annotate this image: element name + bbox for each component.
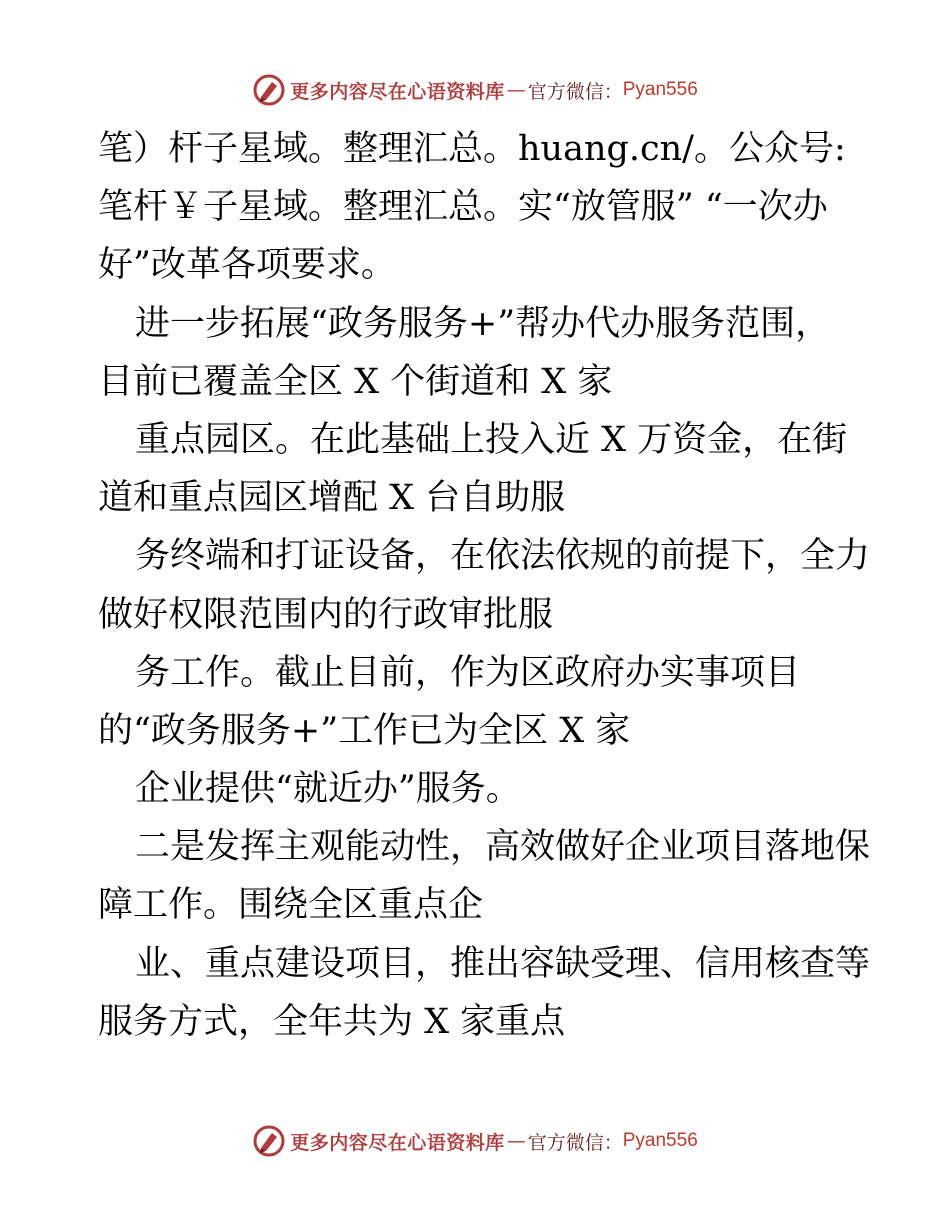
- text-line: 做好权限范围内的行政审批服: [98, 594, 554, 635]
- text-line: 的“政务服务+”工作已为全区 X 家: [98, 710, 631, 751]
- text-line: 务工作。截止目前，作为区政府办实事项目: [135, 652, 801, 693]
- text-line: 二是发挥主观能动性，高效做好企业项目落地保: [135, 827, 871, 868]
- header-banner: [0, 70, 950, 110]
- text-line: 业、重点建设项目，推出容缺受理、信用核查等: [135, 943, 871, 984]
- document-body: [98, 120, 871, 1051]
- banner-main-text: 更多内容尽在心语资料库: [290, 1131, 505, 1154]
- text-line: 障工作。围绕全区重点企: [98, 885, 484, 926]
- banner-wechat-id: Pyan556: [622, 1130, 698, 1151]
- text-line: 好”改革各项要求。: [98, 245, 396, 286]
- banner-main-text: 更多内容尽在心语资料库: [290, 80, 505, 103]
- text-line: 企业提供“就近办”服务。: [135, 769, 521, 810]
- text-line: 重点园区。在此基础上投入近 X 万资金，在街: [135, 419, 848, 460]
- text-line: 进一步拓展“政务服务+”帮办代办服务范围，: [135, 303, 831, 344]
- text-line: 务终端和打证设备，在依法依规的前提下，全力: [135, 536, 871, 577]
- banner-wechat-id: Pyan556: [622, 79, 698, 100]
- banner-separator: —: [506, 1130, 526, 1152]
- text-line: 道和重点园区增配 X 台自助服: [98, 478, 566, 519]
- text-line: 笔）杆子星域。整理汇总。huang.cn/。公众号:: [98, 129, 846, 169]
- brand-logo-icon: [252, 73, 286, 107]
- text-line: 目前已覆盖全区 X 个街道和 X 家: [98, 361, 613, 402]
- banner-separator: —: [506, 79, 526, 101]
- banner-wechat-label: 官方微信：: [527, 80, 623, 103]
- banner-wechat-label: 官方微信：: [527, 1131, 623, 1154]
- text-line: 服务方式，全年共为 X 家重点: [98, 1001, 566, 1042]
- text-line: 笔杆￥子星域。整理汇总。实“放管服” “一次办: [98, 187, 828, 228]
- brand-logo-icon: [252, 1124, 286, 1158]
- footer-banner: [0, 1121, 950, 1161]
